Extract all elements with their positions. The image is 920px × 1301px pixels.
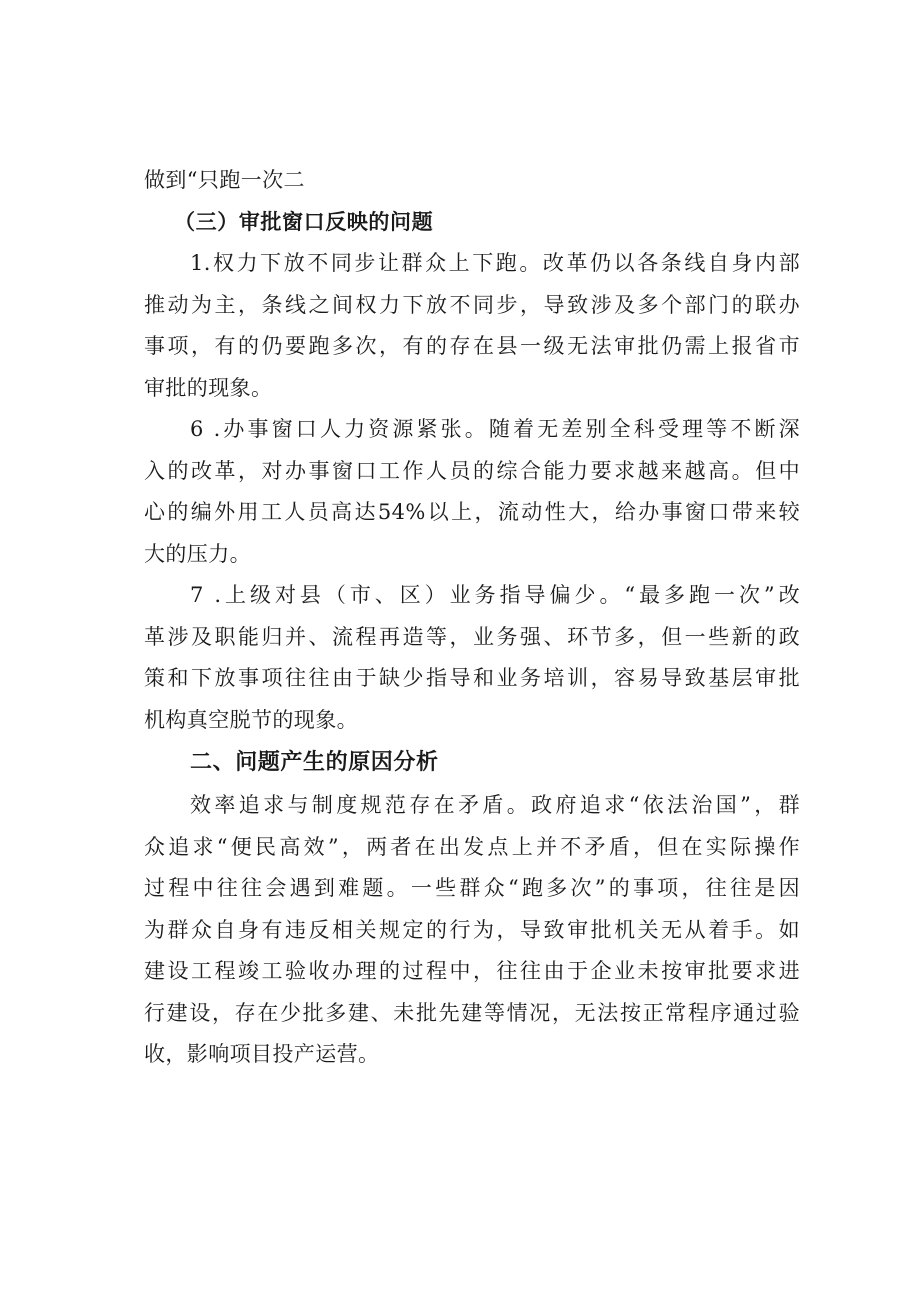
text-line: 1.权力下放不同步让群众上下跑。改革仍以各条线自身内部: [190, 251, 800, 275]
text-line: 审批的现象。: [144, 375, 273, 400]
text-line: 心的编外用工人员高达54%以上，流动性大，给办事窗口带来较: [144, 500, 800, 524]
paragraph-4: [144, 785, 800, 1076]
text-line: 革涉及职能归并、流程再造等，业务强、环节多，但一些新的政: [144, 624, 800, 649]
text-line: 机构真空脱节的现象。: [144, 707, 358, 732]
text-line: 推动为主，条线之间权力下放不同步，导致涉及多个部门的联办: [144, 292, 800, 317]
text-line: 事项，有的仍要跑多次，有的存在县一级无法审批仍需上报省市: [144, 334, 800, 358]
section-heading: 二、问题产生的原因分析: [190, 750, 439, 775]
paragraph-3: [144, 575, 800, 741]
text-line: 7 .上级对县（市、区）业务指导偏少。“最多跑一次”改: [190, 583, 800, 607]
text-line: 收，影响项目投产运营。: [144, 1042, 380, 1066]
text-line: 大的压力。: [144, 541, 251, 566]
text-line: 过程中往往会遇到难题。一些群众“跑多次”的事项，往往是因: [144, 876, 800, 900]
paragraph-1: [144, 243, 800, 409]
text-line: 策和下放事项往往由于缺少指导和业务培训，容易导致基层审批: [144, 666, 800, 690]
text-line: 入的改革，对办事窗口工作人员的综合能力要求越来越高。但中: [144, 458, 800, 483]
text-line: 6 .办事窗口人力资源紧张。随着无差别全科受理等不断深: [190, 417, 800, 441]
document-body: [144, 160, 800, 1076]
text-line: 效率追求与制度规范存在矛盾。政府追求“依法治国”，群: [190, 793, 800, 817]
text-line: 做到“只跑一次二: [144, 168, 305, 192]
text-line: 行建设，存在少批多建、未批先建等情况，无法按正常程序通过验: [144, 1000, 800, 1025]
text-line: 为群众自身有违反相关规定的行为，导致审批机关无从着手。如: [144, 917, 800, 942]
paragraph-2: [144, 409, 800, 575]
text-line: 众追求“便民高效”，两者在出发点上并不矛盾，但在实际操作: [144, 834, 800, 859]
section-subheading: （三）审批窗口反映的问题: [174, 209, 434, 234]
text-line: 建设工程竣工验收办理的过程中，往往由于企业未按审批要求进: [144, 959, 800, 983]
